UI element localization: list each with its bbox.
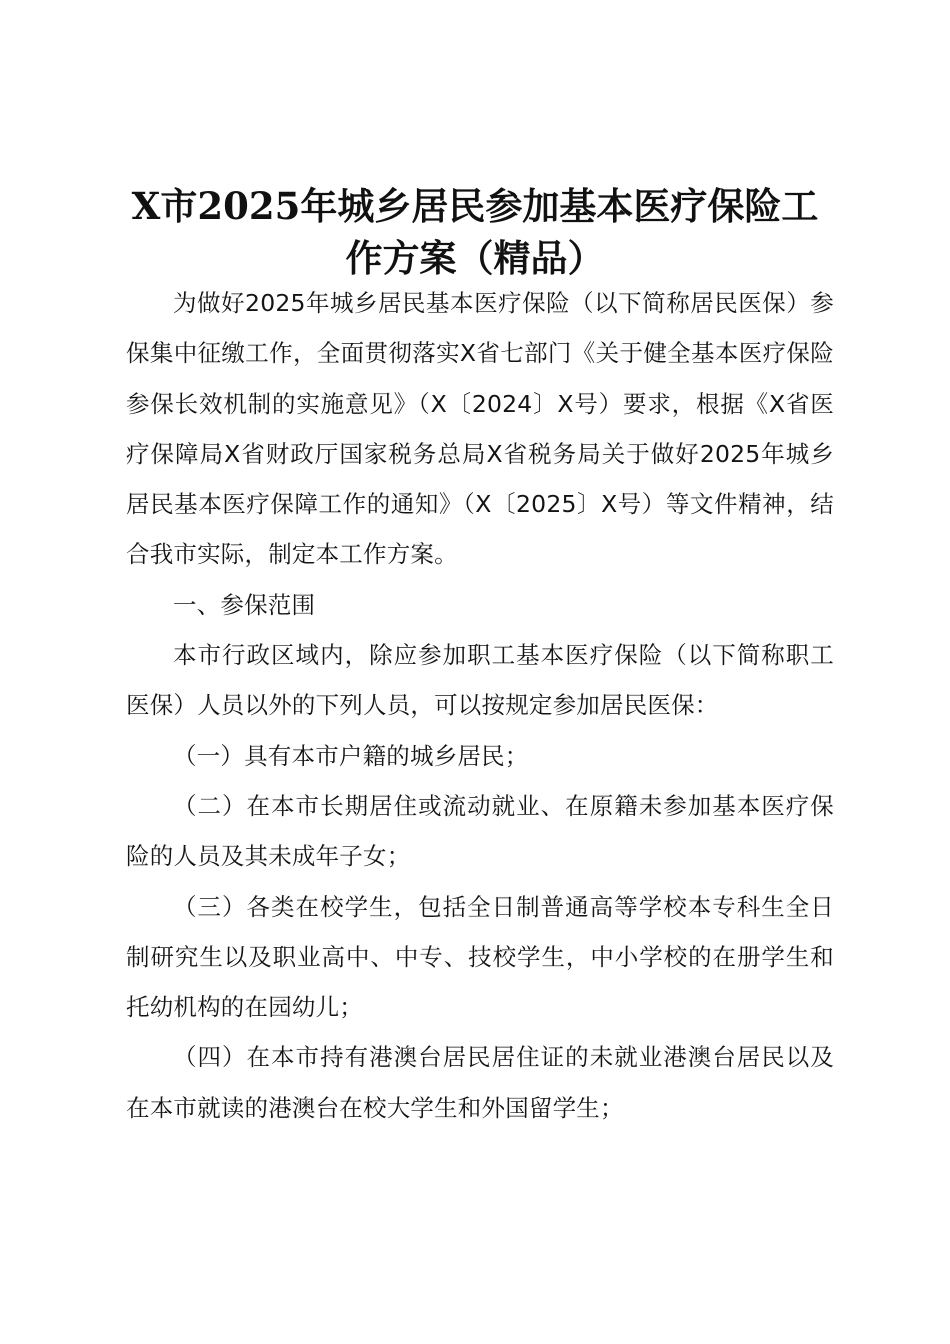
list-item: （一）具有本市户籍的城乡居民； — [173, 741, 529, 770]
list-item: （四）在本市持有港澳台居民居住证的未就业港澳台居民以及在本市就读的港澳台在校大学生和外国留学生； — [126, 1043, 834, 1122]
section-heading: 一、参保范围 — [173, 590, 316, 619]
document-title: X市2025年城乡居民参加基本医疗保险工作方案（精品） — [131, 184, 819, 280]
document-body — [126, 278, 834, 1133]
list-item: （二）在本市长期居住或流动就业、在原籍未参加基本医疗保险的人员及其未成年子女； — [126, 791, 834, 871]
scope-paragraph: 本市行政区域内，除应参加职工基本医疗保险（以下简称职工医保）人员以外的下列人员，可以按规定参加居民医保： — [126, 641, 834, 720]
list-item: （三）各类在校学生，包括全日制普通高等学校本专科生全日制研究生以及职业高中、中专、技校学生，中小学校的在册学生和托幼机构的在园幼儿； — [126, 892, 834, 1022]
intro-paragraph: 为做好2025年城乡居民基本医疗保险（以下简称居民医保）参保集中征缴工作，全面贯彻落实X省七部门《关于健全基本医疗保险参保长效机制的实施意见》（X〔2024〕X号）要求，根据《X省医疗保障局X省财政厅国家税务总局X省税务局关于做好2025年城乡居民基本医疗保障工作的通知》（X〔2025〕X号）等文件精神，结合我市实际，制定本工作方案。 — [126, 289, 834, 569]
